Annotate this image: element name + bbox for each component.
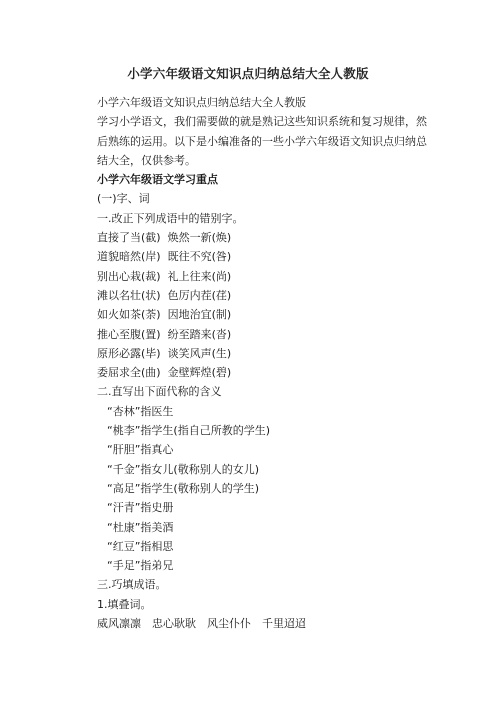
alias-item: “桃李”指学生(指自己所教的学生) xyxy=(107,424,270,438)
alias-item: “手足”指弟兄 xyxy=(107,559,174,573)
alias-item: “汗青”指史册 xyxy=(107,501,174,515)
idiom-item: 委屈求全(曲) xyxy=(97,366,161,380)
idiom-pair-row xyxy=(77,286,437,305)
idiom-pair-row xyxy=(77,267,437,286)
idiom-item: 色厉内茬(荏) xyxy=(167,288,232,302)
idiom-item: 风尘仆仆 xyxy=(207,617,251,631)
question-2: 二.直写出下面代称的含义 xyxy=(97,385,222,399)
idiom-item: 焕然一新(焕) xyxy=(167,231,232,245)
alias-list xyxy=(77,402,437,576)
idiom-item: 威风凛凛 xyxy=(97,617,141,631)
section-heading: 小学六年级语文学习重点 xyxy=(97,173,218,187)
document-body xyxy=(77,93,437,633)
alias-item: “杜康”指美酒 xyxy=(107,520,174,534)
idiom-pair-row xyxy=(77,228,437,247)
idiom-item: 别出心栽(裁) xyxy=(97,269,161,283)
idiom-pair-row xyxy=(77,325,437,344)
document-title: 小学六年级语文知识点归纳总结大全人教版 xyxy=(127,66,369,81)
idiom-correction-list xyxy=(77,228,437,382)
alias-item: “肝胆”指真心 xyxy=(107,443,174,457)
question-3-sub: 1.填叠词。 xyxy=(97,597,152,611)
reduplicated-idioms xyxy=(77,614,437,633)
part1-label: (一)字、词 xyxy=(97,192,150,206)
subtitle: 小学六年级语文知识点归纳总结大全人教版 xyxy=(97,96,306,109)
intro-paragraph: 学习小学语文，我们需要做的就是熟记这些知识系统和复习规律，然后熟练的运用。以下是小编准备的一些小学六年级语文知识点归纳总结大全，仅供参考。 xyxy=(97,115,427,167)
question-1: 一.改正下列成语中的错别字。 xyxy=(97,211,244,225)
idiom-item: 忠心耿耿 xyxy=(152,617,196,631)
idiom-item: 推心至腹(置) xyxy=(97,327,161,341)
idiom-pair-row xyxy=(77,344,437,363)
idiom-item: 如火如茶(荼) xyxy=(97,308,161,322)
question-3: 三.巧填成语。 xyxy=(97,578,167,592)
idiom-item: 原形必露(毕) xyxy=(97,346,161,360)
idiom-pair-row xyxy=(77,305,437,324)
alias-item: “千金”指女儿(敬称别人的女儿) xyxy=(107,462,259,476)
idiom-item: 直接了当(截) xyxy=(97,231,161,245)
alias-item: “高足”指学生(敬称别人的学生) xyxy=(107,481,259,495)
idiom-item: 礼上往来(尚) xyxy=(167,269,232,283)
idiom-item: 谈笑风声(生) xyxy=(167,346,232,360)
idiom-item: 金壁辉煌(碧) xyxy=(167,366,232,380)
idiom-item: 道貌暗然(岸) xyxy=(97,250,161,264)
idiom-item: 滩以名壮(状) xyxy=(97,288,161,302)
alias-item: “杏林”指医生 xyxy=(107,404,174,418)
alias-item: “红豆”指相思 xyxy=(107,539,174,553)
idiom-pair-row xyxy=(77,363,437,382)
idiom-item: 因地治宜(制) xyxy=(167,308,232,322)
idiom-item: 既往不究(咎) xyxy=(167,250,232,264)
idiom-pair-row xyxy=(77,247,437,266)
idiom-item: 纷至踏来(沓) xyxy=(167,327,232,341)
idiom-item: 千里迢迢 xyxy=(262,617,306,631)
